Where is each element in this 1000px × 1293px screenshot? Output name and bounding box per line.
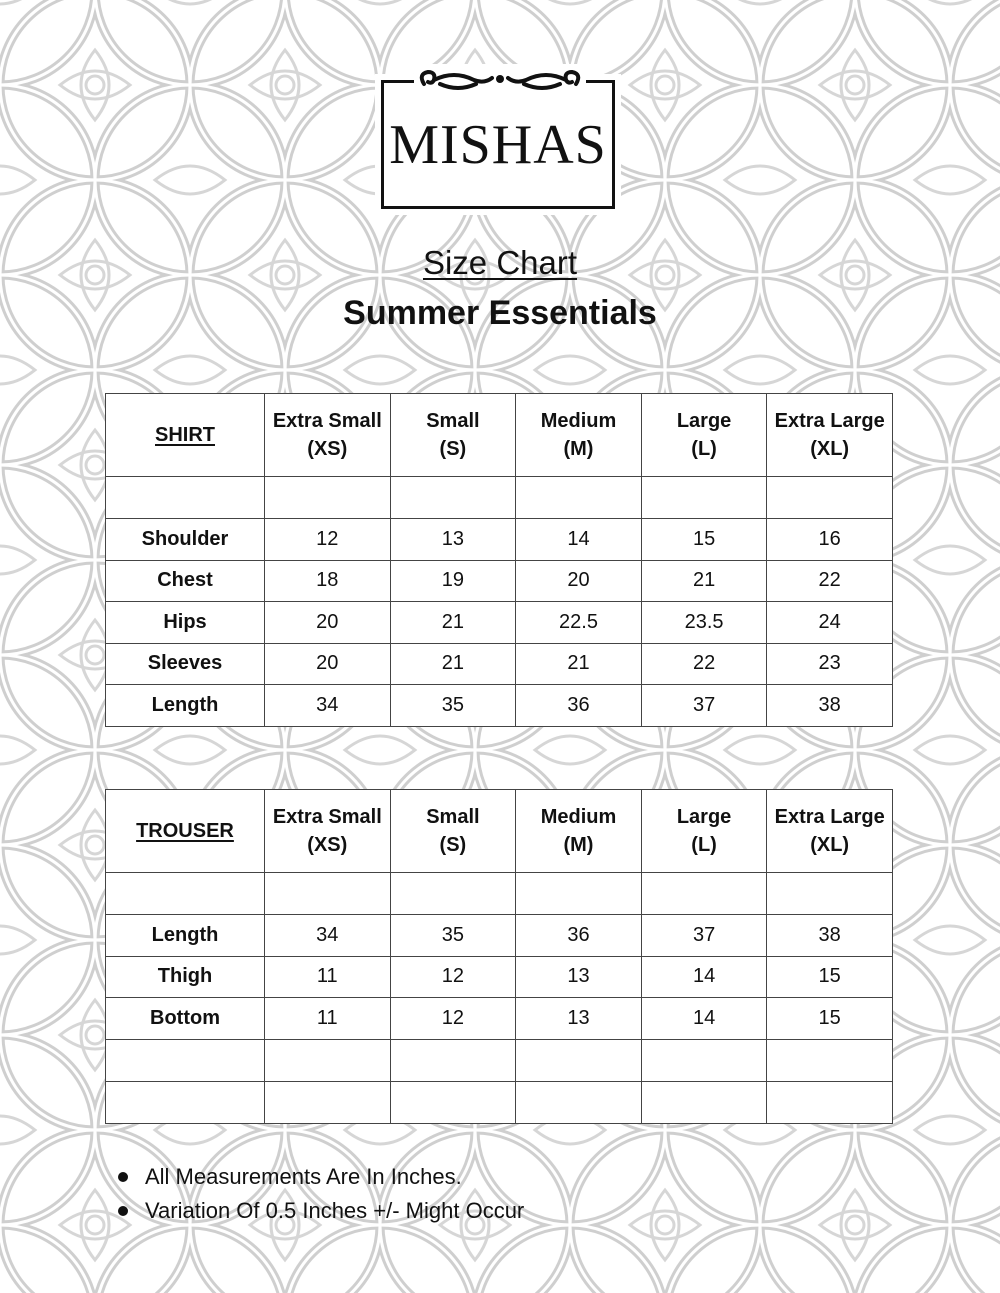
table-header-row <box>106 790 893 873</box>
measurement-label: Length <box>106 685 265 727</box>
table-row <box>106 915 893 957</box>
size-header-m: Medium (M) <box>516 790 642 873</box>
note-text: All Measurements Are In Inches. <box>145 1164 462 1189</box>
measurement-value: 15 <box>641 519 767 561</box>
measurement-value: 21 <box>390 602 516 644</box>
measurement-value: 35 <box>390 915 516 957</box>
size-header-xl: Extra Large (XL) <box>767 790 893 873</box>
table-header-row <box>106 394 893 477</box>
measurement-value: 37 <box>641 915 767 957</box>
brand-name: MISHAS <box>389 114 607 176</box>
measurement-value: 19 <box>390 560 516 602</box>
size-header-l: Large (L) <box>641 790 767 873</box>
measurement-value: 11 <box>265 956 391 998</box>
table-row <box>106 519 893 561</box>
measurement-value: 20 <box>516 560 642 602</box>
brand-logo <box>381 80 615 209</box>
measurement-label: Thigh <box>106 956 265 998</box>
measurement-value: 14 <box>641 998 767 1040</box>
table-row <box>106 560 893 602</box>
measurement-value: 13 <box>516 956 642 998</box>
measurement-value: 35 <box>390 685 516 727</box>
measurement-value: 12 <box>390 956 516 998</box>
measurement-value: 12 <box>390 998 516 1040</box>
measurement-label: Chest <box>106 560 265 602</box>
shirt-size-table <box>105 393 893 727</box>
list-item <box>118 1160 524 1194</box>
notes-list <box>118 1160 524 1228</box>
size-header-xs: Extra Small (XS) <box>265 790 391 873</box>
table-row <box>106 643 893 685</box>
empty-row <box>106 1081 893 1123</box>
table-category-label: SHIRT <box>106 394 265 477</box>
measurement-value: 13 <box>390 519 516 561</box>
list-item <box>118 1194 524 1228</box>
measurement-value: 36 <box>516 685 642 727</box>
page-subtitle: Summer Essentials <box>343 294 657 332</box>
measurement-value: 23.5 <box>641 602 767 644</box>
size-header-s: Small (S) <box>390 394 516 477</box>
measurement-value: 13 <box>516 998 642 1040</box>
measurement-value: 18 <box>265 560 391 602</box>
logo-ornament-icon <box>414 64 586 98</box>
measurement-value: 22.5 <box>516 602 642 644</box>
empty-row <box>106 873 893 915</box>
note-text: Variation Of 0.5 Inches +/- Might Occur <box>145 1198 525 1223</box>
measurement-value: 16 <box>767 519 893 561</box>
table-row <box>106 602 893 644</box>
measurement-value: 34 <box>265 685 391 727</box>
measurement-value: 20 <box>265 643 391 685</box>
bullet-icon <box>118 1206 128 1216</box>
size-header-m: Medium (M) <box>516 394 642 477</box>
measurement-value: 22 <box>767 560 893 602</box>
measurement-label: Bottom <box>106 998 265 1040</box>
size-header-xl: Extra Large (XL) <box>767 394 893 477</box>
measurement-value: 21 <box>390 643 516 685</box>
measurement-label: Hips <box>106 602 265 644</box>
size-header-l: Large (L) <box>641 394 767 477</box>
table-row <box>106 685 893 727</box>
measurement-value: 38 <box>767 915 893 957</box>
trouser-size-table <box>105 789 893 1124</box>
measurement-value: 21 <box>516 643 642 685</box>
measurement-value: 37 <box>641 685 767 727</box>
measurement-value: 22 <box>641 643 767 685</box>
measurement-value: 38 <box>767 685 893 727</box>
measurement-value: 24 <box>767 602 893 644</box>
empty-row <box>106 477 893 519</box>
measurement-value: 11 <box>265 998 391 1040</box>
empty-row <box>106 1039 893 1081</box>
measurement-value: 12 <box>265 519 391 561</box>
measurement-value: 23 <box>767 643 893 685</box>
measurement-value: 36 <box>516 915 642 957</box>
table-row <box>106 998 893 1040</box>
measurement-label: Length <box>106 915 265 957</box>
measurement-value: 14 <box>641 956 767 998</box>
measurement-value: 20 <box>265 602 391 644</box>
bullet-icon <box>118 1172 128 1182</box>
table-category-label: TROUSER <box>106 790 265 873</box>
measurement-value: 14 <box>516 519 642 561</box>
measurement-value: 15 <box>767 956 893 998</box>
measurement-value: 15 <box>767 998 893 1040</box>
measurement-label: Sleeves <box>106 643 265 685</box>
size-header-s: Small (S) <box>390 790 516 873</box>
size-header-xs: Extra Small (XS) <box>265 394 391 477</box>
measurement-value: 34 <box>265 915 391 957</box>
table-row <box>106 956 893 998</box>
page-title: Size Chart <box>422 244 578 281</box>
measurement-label: Shoulder <box>106 519 265 561</box>
measurement-value: 21 <box>641 560 767 602</box>
